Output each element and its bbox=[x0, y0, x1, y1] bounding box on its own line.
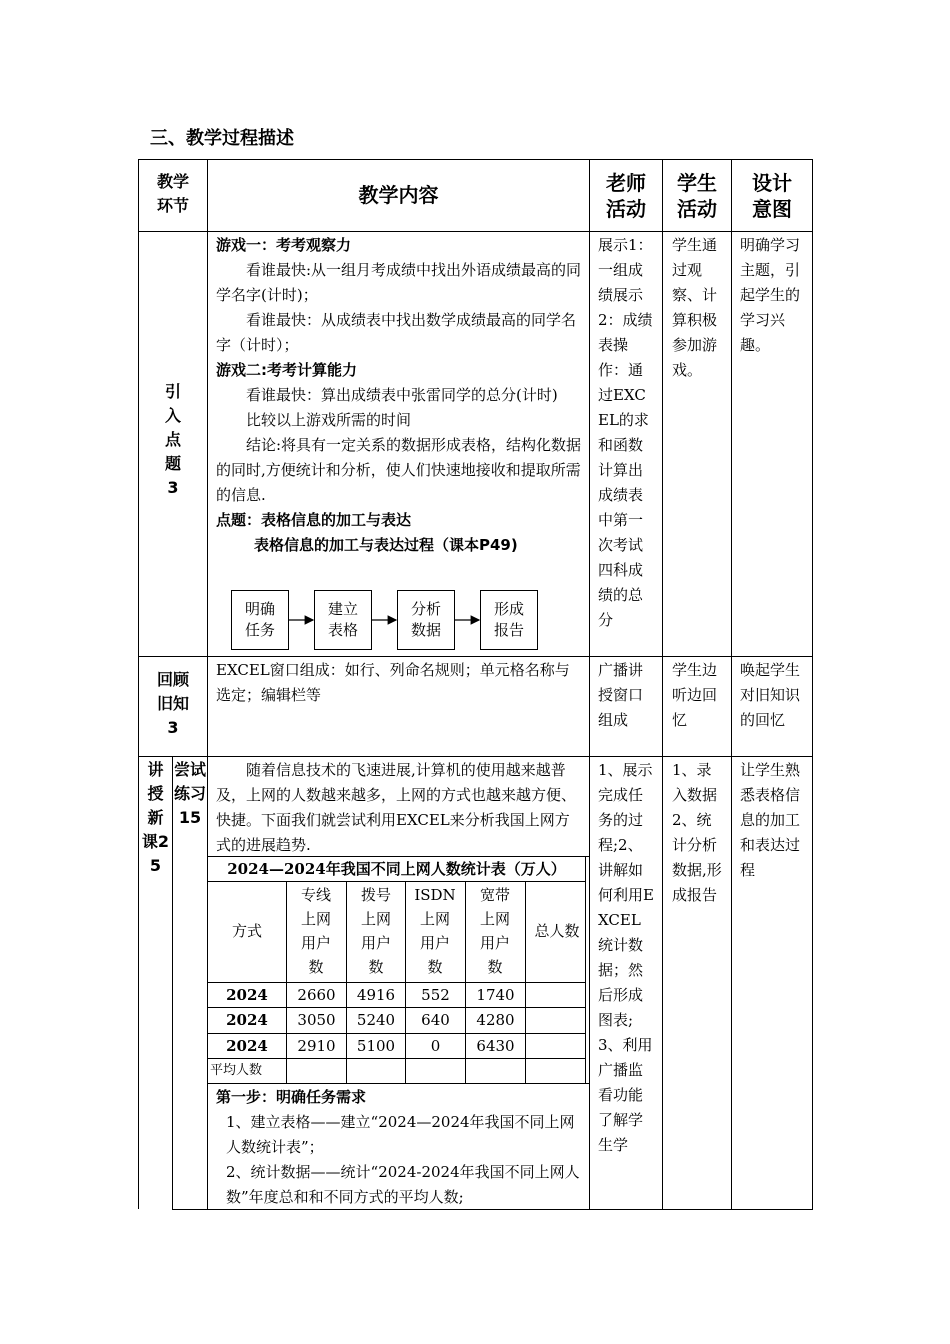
header-student-text: 学生活动 bbox=[677, 171, 717, 221]
stat-cell: 0 bbox=[430, 1037, 441, 1055]
process-title: 表格信息的加工与表达过程（课本P49) bbox=[254, 536, 518, 554]
row2-stage-text: 回顾旧知3 bbox=[156, 670, 189, 737]
flow-step-3-label: 分析数据 bbox=[410, 600, 441, 639]
stat-grid-line bbox=[525, 881, 526, 1083]
stat-cell: 6430 bbox=[476, 1037, 515, 1055]
game1-title: 游戏一：考考观察力 bbox=[216, 236, 352, 254]
game1-paragraph-1: 看谁最快:从一组月考成绩中找出外语成绩最高的同学名字(计时)； bbox=[216, 261, 582, 304]
stat-cell: 5240 bbox=[356, 1011, 396, 1029]
row1-design: 明确学习主题，引起学生的学习兴趣。 bbox=[740, 236, 801, 354]
flow-step-2-label: 建立表格 bbox=[327, 600, 358, 639]
stat-cell: 4916 bbox=[356, 986, 396, 1004]
row3-stage-outer: 讲授新课25 bbox=[141, 760, 170, 875]
row3-design: 让学生熟悉表格信息的加工和表达过程 bbox=[740, 761, 801, 879]
game2-title: 游戏二:考考计算能力 bbox=[216, 361, 357, 379]
topic-text: 点题：表格信息的加工与表达 bbox=[216, 511, 412, 529]
row3-step1 bbox=[216, 1085, 584, 1210]
row2-design: 唤起学生对旧知识的回忆 bbox=[740, 661, 801, 729]
row3-intro: 随着信息技术的飞速进展,计算机的使用越来越普及，上网的人数越来越多，上网的方式也越来越方便、快捷。下面我们就尝试利用EXCEL来分析我国上网方式的进展趋势. bbox=[216, 761, 577, 854]
stat-cell-average: 平均人数 bbox=[210, 1063, 263, 1078]
stat-cell: 2024 bbox=[226, 986, 268, 1004]
header-design-text: 设计意图 bbox=[752, 171, 792, 221]
header-content: 教学内容 bbox=[358, 183, 439, 207]
row3-stage-inner: 尝试练习15 bbox=[174, 760, 207, 827]
stat-cell: 2024 bbox=[226, 1037, 268, 1055]
row2-student: 学生边听边回忆 bbox=[672, 661, 718, 729]
flow-step-1-label: 明确任务 bbox=[244, 600, 275, 639]
step1-item-1: 1、建立表格——建立“2024—2024年我国不同上网人数统计表”； bbox=[226, 1113, 575, 1156]
row1-teacher: 展示1：一组成绩展示2：成绩表操作：通过EXCEL的求和函数计算出成绩表中第一次考试四科成绩的总分 bbox=[598, 236, 653, 629]
row1-stage-text: 引入点题3 bbox=[164, 382, 181, 497]
stat-grid-line bbox=[207, 881, 585, 882]
conclusion-text: 结论:将具有一定关系的数据形成表格，结构化数据的同时,方便统计和分析，使人们快速地接收和提取所需的信息. bbox=[216, 436, 582, 504]
stat-cell: 640 bbox=[421, 1011, 450, 1029]
stat-cell: 3050 bbox=[297, 1011, 336, 1029]
stat-table-title: 2024—2024年我国不同上网人数统计表（万人） bbox=[227, 860, 566, 878]
game2-paragraph-1: 看谁最快：算出成绩表中张雷同学的总分(计时) bbox=[246, 386, 558, 404]
row3-student: 1、录入数据2、统计分析数据,形成报告 bbox=[672, 761, 722, 904]
compare-text: 比较以上游戏所需的时间 bbox=[246, 411, 412, 429]
step1-item-2: 2、统计数据——统计“2024-2024年我国不同上网人数”年度总和和不同方式的平均人数; bbox=[226, 1163, 580, 1206]
stat-grid-line bbox=[585, 856, 586, 1083]
stat-cell: 2910 bbox=[297, 1037, 336, 1055]
stat-col-header: 总人数 bbox=[534, 922, 580, 940]
section-heading: 三、教学过程描述 bbox=[150, 128, 294, 149]
stat-col-header-text: ISDN上网用户数 bbox=[414, 886, 456, 976]
row2-content: EXCEL窗口组成：如行、列命名规则；单元格名称与选定；编辑栏等 bbox=[216, 661, 570, 704]
stat-cell: 2024 bbox=[226, 1011, 268, 1029]
header-stage-text: 教学环节 bbox=[156, 172, 189, 215]
stat-cell: 5100 bbox=[356, 1037, 396, 1055]
row2-stage bbox=[139, 668, 207, 740]
stat-col-header: 宽带上网用户数 bbox=[479, 886, 510, 976]
flow-step-4-label: 形成报告 bbox=[493, 600, 524, 639]
step1-title: 第一步：明确任务需求 bbox=[216, 1088, 367, 1106]
stat-cell: 552 bbox=[421, 986, 450, 1004]
stat-col-header: 拨号上网用户数 bbox=[360, 886, 391, 976]
stat-cell: 2660 bbox=[297, 986, 336, 1004]
stat-grid-line bbox=[207, 1083, 590, 1084]
row3-teacher: 1、展示完成任务的过程;2、讲解如何利用EXCEL统计数据；然后形成图表;3、利用广播监看功能了解学生学 bbox=[598, 761, 654, 1154]
stat-col-header: 专线上网用户数 bbox=[300, 886, 331, 976]
stat-col-header: 方式 bbox=[231, 922, 262, 940]
stat-col-header bbox=[410, 883, 460, 979]
header-teacher-text: 老师活动 bbox=[606, 171, 646, 221]
game1-paragraph-2: 看谁最快：从成绩表中找出数学成绩最高的同学名字（计时）； bbox=[216, 311, 577, 354]
row2-teacher: 广播讲授窗口组成 bbox=[598, 661, 644, 729]
stat-cell: 1740 bbox=[476, 986, 515, 1004]
stat-cell: 4280 bbox=[476, 1011, 515, 1029]
row1-student: 学生通过观察、计算积极参加游戏。 bbox=[672, 236, 718, 379]
